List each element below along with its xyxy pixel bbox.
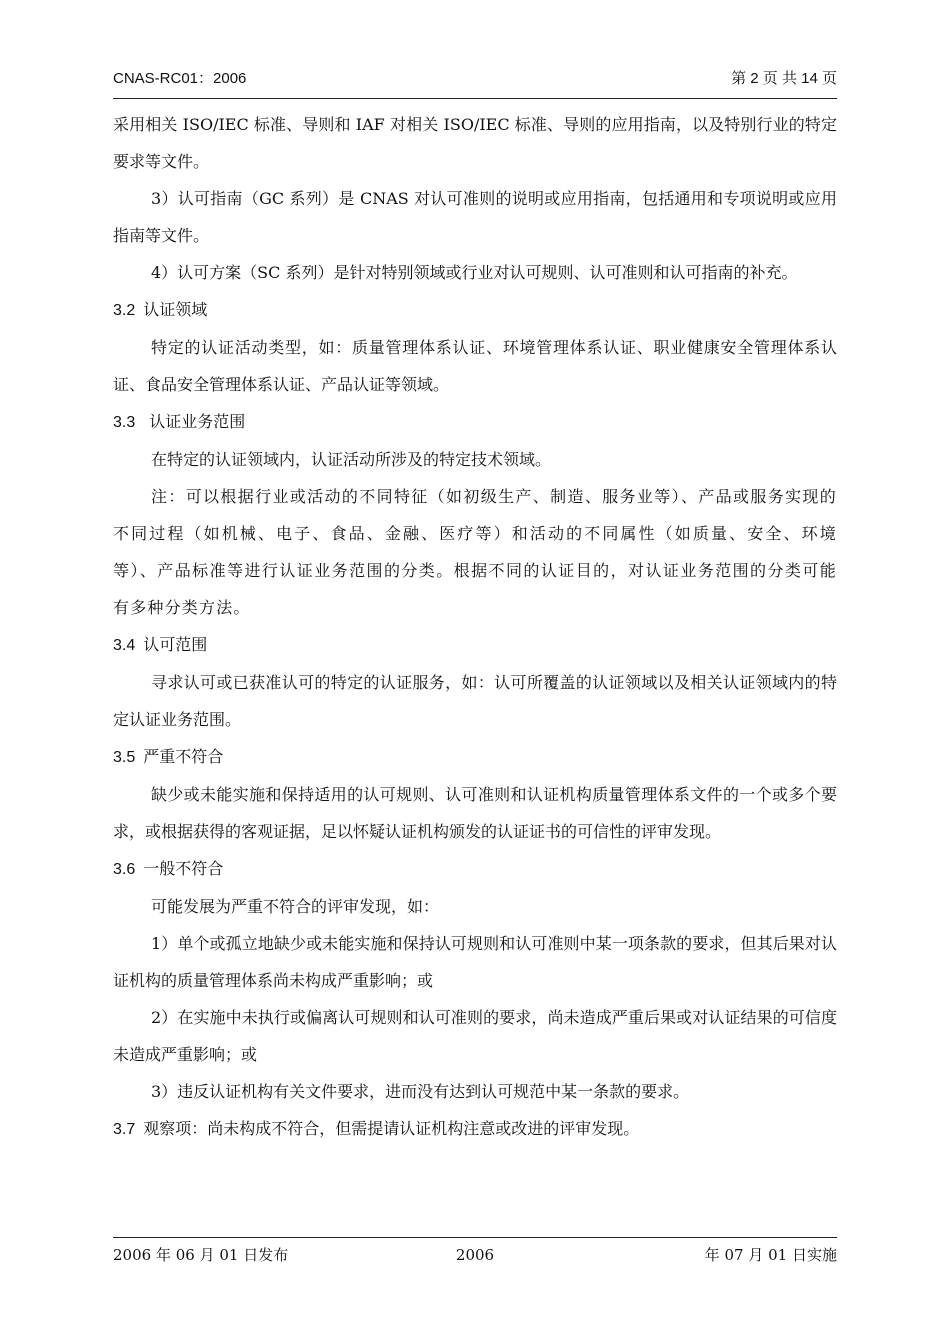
section-number: 3.2 <box>113 302 136 319</box>
section-title: 认证业务范围 <box>149 412 246 431</box>
note-3-3: 注：可以根据行业或活动的不同特征（如初级生产、制造、服务业等）、产品或服务实现的不同过程（如机械、电子、食品、金融、医疗等）和活动的不同属性（如质量、安全、环境等）、产品标准等进行认证业务范围的分类。根据不同的认证目的，对认证业务范围的分类可能有多种分类方法。 <box>113 487 837 617</box>
section-title: 观察项：尚未构成不符合，但需提请认证机构注意或改进的评审发现。 <box>143 1119 640 1138</box>
section-title: 严重不符合 <box>143 747 224 766</box>
footer-divider <box>113 1237 837 1238</box>
section-heading-3-7 <box>113 1110 837 1148</box>
page-header <box>113 66 837 92</box>
paragraph-3-3: 在特定的认证领域内，认证活动所涉及的特定技术领域。 <box>151 450 552 469</box>
section-heading-3-2 <box>113 291 837 329</box>
list-item-3-6-2: 2）在实施中未执行或偏离认可规则和认可准则的要求，尚未造成严重后果或对认证结果的可信度未造成严重影响；或 <box>113 1008 837 1064</box>
paragraph-scheme-sc: 4）认可方案（SC 系列）是针对特别领域或行业对认可规则、认可准则和认可指南的补充。 <box>151 263 798 282</box>
section-title: 认证领域 <box>143 300 208 319</box>
list-item-3-6-1: 1）单个或孤立地缺少或未能实施和保持认可规则和认可准则中某一项条款的要求，但其后果对认证机构的质量管理体系尚未构成严重影响；或 <box>113 934 837 990</box>
header-divider <box>113 98 837 99</box>
section-number: 3.5 <box>113 749 136 766</box>
paragraph-guidance-gc: 3）认可指南（GC 系列）是 CNAS 对认可准则的说明或应用指南，包括通用和专项说明或应用指南等文件。 <box>113 189 837 245</box>
footer-year: 2006 <box>455 1246 495 1264</box>
list-item-3-6-3: 3）违反认证机构有关文件要求，进而没有达到认可规范中某一条款的要求。 <box>151 1082 690 1101</box>
page-number: 第 2 页 共 14 页 <box>731 70 837 87</box>
section-heading-3-3 <box>113 403 837 441</box>
document-body <box>113 106 837 1148</box>
section-heading-3-6 <box>113 850 837 888</box>
section-number: 3.7 <box>113 1121 136 1138</box>
paragraph-continuation: 采用相关 ISO/IEC 标准、导则和 IAF 对相关 ISO/IEC 标准、导则的应用指南，以及特别行业的特定要求等文件。 <box>113 115 837 171</box>
section-heading-3-4 <box>113 626 837 664</box>
paragraph-3-2: 特定的认证活动类型，如：质量管理体系认证、环境管理体系认证、职业健康安全管理体系认证、食品安全管理体系认证、产品认证等领域。 <box>113 338 837 394</box>
section-number: 3.4 <box>113 637 136 654</box>
section-heading-3-5 <box>113 738 837 776</box>
section-title: 一般不符合 <box>143 859 224 878</box>
paragraph-3-6: 可能发展为严重不符合的评审发现，如： <box>151 897 440 916</box>
publish-date: 2006 年 06 月 01 日发布 <box>113 1246 289 1264</box>
section-title: 认可范围 <box>143 635 208 654</box>
section-number: 3.6 <box>113 861 136 878</box>
document-id: CNAS-RC01：2006 <box>113 70 247 87</box>
paragraph-3-5: 缺少或未能实施和保持适用的认可规则、认可准则和认证机构质量管理体系文件的一个或多个要求，或根据获得的客观证据，足以怀疑认证机构颁发的认证证书的可信性的评审发现。 <box>113 785 837 841</box>
section-number: 3.3 <box>113 414 136 431</box>
page-footer <box>113 1242 837 1268</box>
effective-date: 年 07 月 01 日实施 <box>704 1246 837 1264</box>
paragraph-3-4: 寻求认可或已获准认可的特定的认证服务，如：认可所覆盖的认证领域以及相关认证领域内的特定认证业务范围。 <box>113 673 837 729</box>
